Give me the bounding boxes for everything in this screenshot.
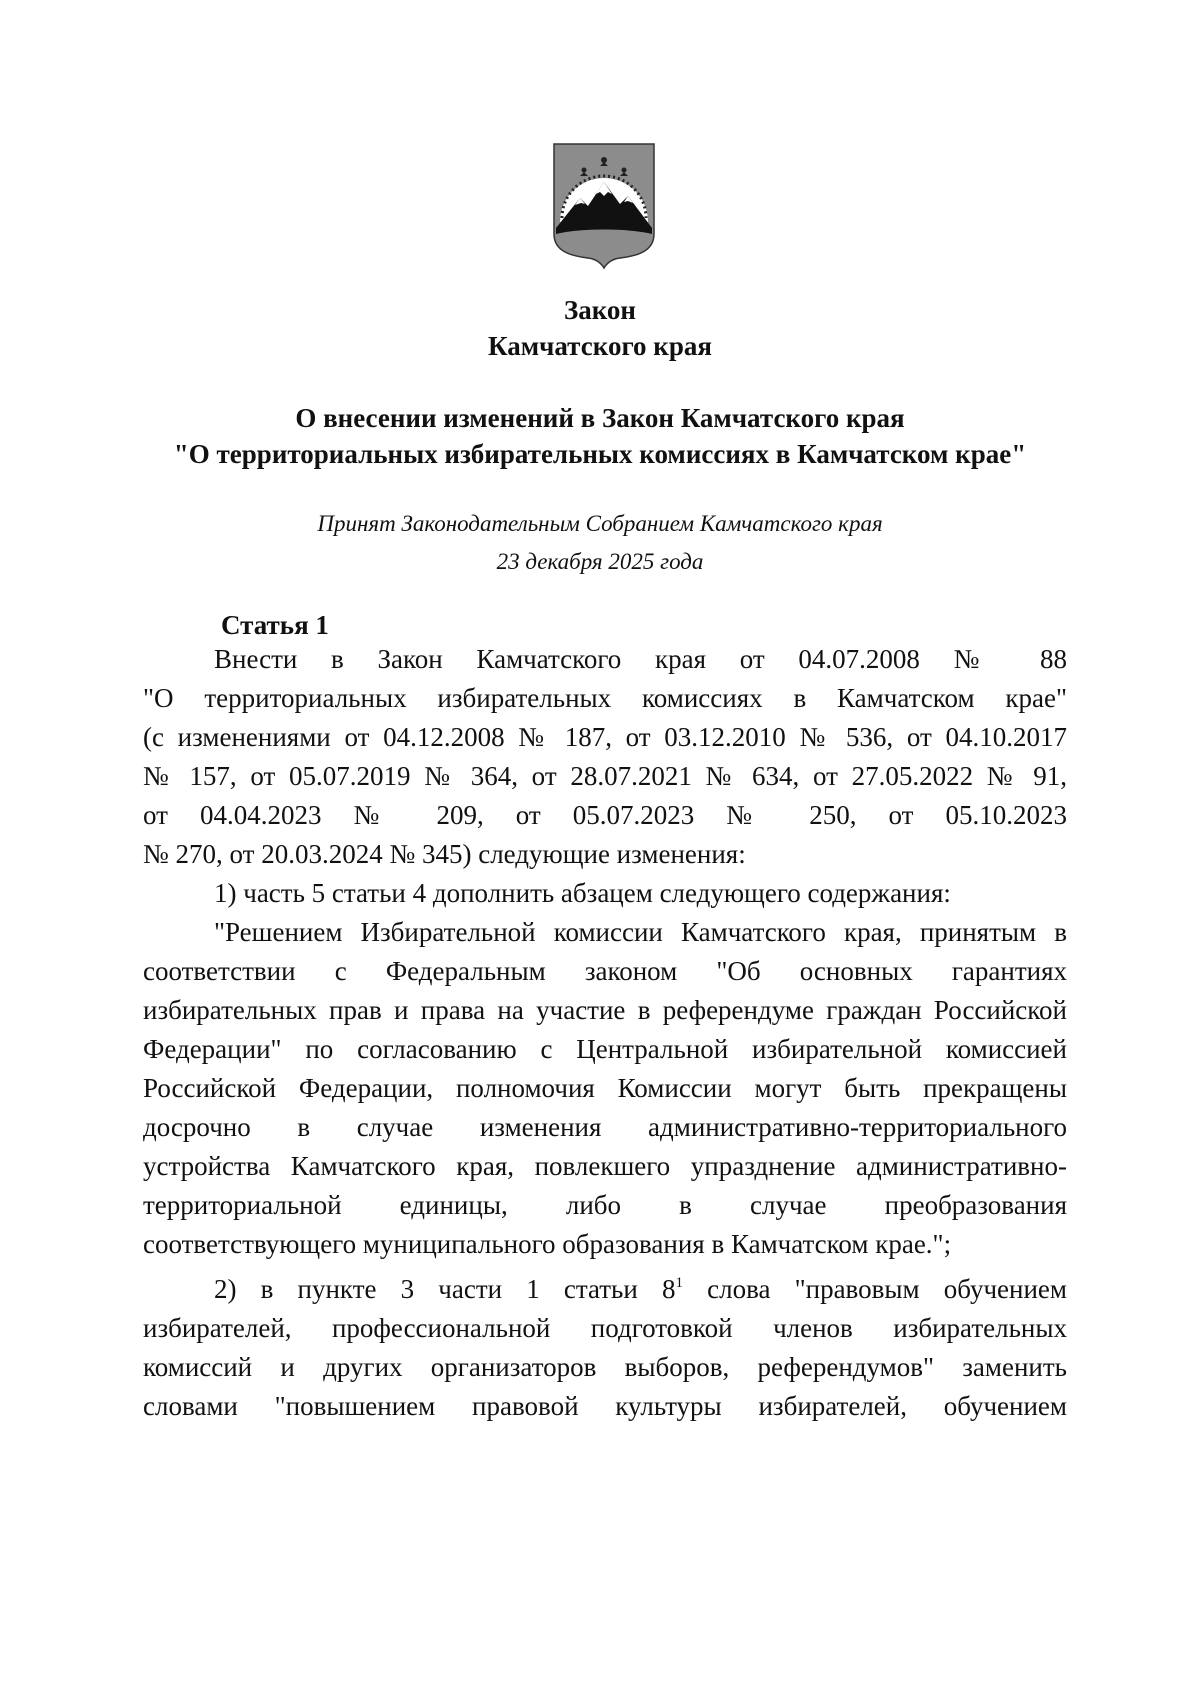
text-line: устройства Камчатского края, повлекшего упразднение административно- [143,1151,1067,1181]
superscript: 1 [675,1275,683,1291]
text-line: (с изменениями от 04.12.2008 № 187, от 03.12.2010 № 536, от 04.10.2017 [143,722,1067,752]
law-title-line-2: "О территориальных избирательных комиссиях в Камчатском крае" [173,439,1027,469]
text-line: комиссий и других организаторов выборов, референдумов" заменить [143,1352,1067,1382]
text-line: словами "повышением правовой культуры избирателей, обучением [143,1391,1067,1421]
kamchatka-coat-of-arms-icon [550,142,658,272]
text-line: соответствии с Федеральным законом "Об основных гарантиях [143,956,1067,986]
text-line: № 157, от 05.07.2019 № 364, от 28.07.2021 № 634, от 27.05.2022 № 91, [143,761,1067,791]
amendment-item-1: 1) часть 5 статьи 4 дополнить абзацем следующего содержания: [214,878,951,908]
text-line: "Решением Избирательной комиссии Камчатского края, принятым в [214,917,1067,947]
law-header [0,292,1200,364]
text-line [143,1270,1067,1309]
amendment-item-2 [143,1270,1067,1426]
article-intro [143,640,1067,874]
text-line: Внести в Закон Камчатского края от 04.07.2008 № 88 [214,644,1067,674]
text-line: соответствующего муниципального образования в Камчатском крае."; [143,1229,952,1259]
item2-start: 2) в пункте 3 части 1 статьи 8 [214,1274,676,1304]
text-line: "О территориальных избирательных комиссиях в Камчатском крае" [143,683,1067,713]
text-line: № 270, от 20.03.2024 № 345) следующие изменения: [143,839,746,869]
item2-end: слова "правовым обучением [682,1274,1067,1304]
law-region: Камчатского края [488,331,712,361]
article-body [143,640,1067,1426]
text-line: Российской Федерации, полномочия Комиссии могут быть прекращены [143,1073,1067,1103]
adoption-body: Принят Законодательным Собранием Камчатского края [317,511,883,536]
text-line: территориальной единицы, либо в случае преобразования [143,1190,1067,1220]
adoption-date: 23 декабря 2025 года [496,549,704,574]
text-line: от 04.04.2023 № 209, от 05.07.2023 № 250, от 05.10.2023 [143,800,1067,830]
text-line: досрочно в случае изменения административно-территориального [143,1112,1067,1142]
article-heading: Статья 1 [221,610,329,640]
law-title-line-1: О внесении изменений в Закон Камчатского края [295,403,905,433]
text-line: избирательных прав и права на участие в референдуме граждан Российской [143,995,1067,1025]
adoption-note [0,505,1200,581]
quoted-paragraph [143,913,1067,1264]
text-line: Федерации" по согласованию с Центральной избирательной комиссией [143,1034,1067,1064]
law-title [0,400,1200,472]
text-line: избирателей, профессиональной подготовкой членов избирательных [143,1313,1067,1343]
law-label: Закон [563,295,636,325]
